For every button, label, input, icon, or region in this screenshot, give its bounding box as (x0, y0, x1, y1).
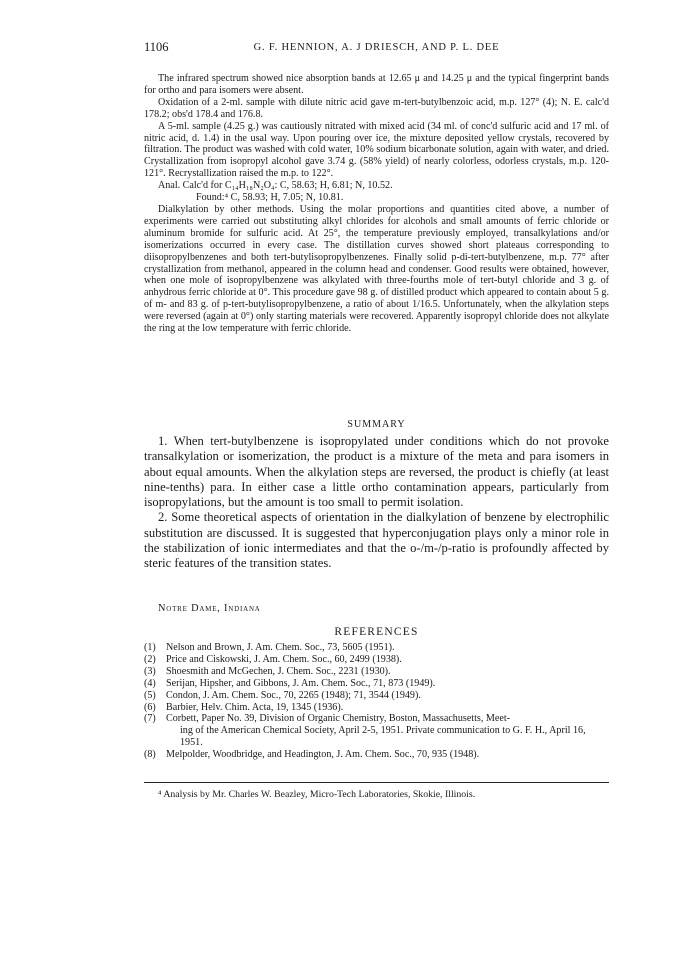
running-head (144, 40, 609, 56)
summary-item: 2. Some theoretical aspects of orientation in the dialkylation of benzene by electrophilic substitution are discussed. It is suggested that hyperconjugation plays only a minor role in the stabilization of ionic intermediates and that the o-/m-/p-ratio is profoundly affected by steric features of the transition states. (144, 510, 609, 571)
reference-number: (6) (144, 701, 156, 713)
reference-text: Nelson and Brown, J. Am. Chem. Soc., 73, 5605 (1951). (166, 642, 395, 653)
footnote: ⁴ Analysis by Mr. Charles W. Beazley, Micro-Tech Laboratories, Skokie, Illinois. (158, 789, 476, 800)
reference-text: Corbett, Paper No. 39, Division of Organic Chemistry, Boston, Massachusetts, Meet- (166, 713, 510, 725)
footnote-rule (144, 782, 609, 783)
reference-item (144, 654, 609, 666)
reference-text-continued: ing of the American Chemical Society, April 2-5, 1951. Private communication to G. F. H., April 16, 1951. (180, 725, 586, 749)
reference-list (144, 642, 609, 761)
reference-text: Shoesmith and McGechen, J. Chem. Soc., 2231 (1930). (166, 665, 391, 677)
reference-text: Serijan, Hipsher, and Gibbons, J. Am. Chem. Soc., 71, 873 (1949). (166, 677, 436, 689)
reference-text: Barbier, Helv. Chim. Acta, 19, 1345 (1936). (166, 701, 344, 713)
reference-number: (8) (144, 749, 156, 761)
summary-body (144, 434, 609, 572)
reference-text: Price and Ciskowski, J. Am. Chem. Soc., 60, 2499 (1938). (166, 653, 402, 665)
reference-number: (5) (144, 689, 156, 701)
reference-item (144, 749, 609, 761)
page-number: 1106 (144, 40, 169, 54)
reference-item (144, 642, 609, 654)
reference-text: Melpolder, Woodbridge, and Headington, J. Am. Chem. Soc., 70, 935 (1948). (166, 749, 480, 761)
reference-item (144, 690, 609, 702)
experimental-text (144, 73, 609, 335)
reference-number: (7) (144, 713, 156, 725)
body-paragraph: The infrared spectrum showed nice absorption bands at 12.65 μ and 14.25 μ and the typical fingerprint bands for ortho and para isomers were absent. (144, 73, 609, 96)
reference-number: (4) (144, 677, 156, 689)
reference-number: (3) (144, 665, 156, 677)
reference-text: Condon, J. Am. Chem. Soc., 70, 2265 (1948); 71, 3544 (1949). (166, 689, 421, 701)
reference-item (144, 702, 609, 714)
reference-number: (1) (144, 642, 156, 653)
summary-item: 1. When tert-butylbenzene is isopropylated under conditions which do not provoke transalkylation or isomerization, the product is a mixture of the meta and para isomers in about equal amounts. When the alkylation steps are reversed, the product is chiefly (at least nine-tenths) para. In either case a little ortho contamination appears, particularly from isopropylations, but the amount is too small to permit isolation. (144, 434, 609, 510)
running-head-authors: G. F. HENNION, A. J DRIESCH, AND P. L. DEE (253, 42, 500, 53)
body-paragraph: A 5-ml. sample (4.25 g.) was cautiously nitrated with mixed acid (34 ml. of conc'd sulfuric acid and 17 ml. of nitric acid, d. 1.4) in the usal way. Upon pouring over ice, the mixture deposited yellow crystals, recovered by filtration. The product was washed with cold water, 10% sodium bicarbonate solution, again with water, and dried. Crystallization from isopropyl alcohol gave 3.74 g. (58% yield) of nearly colorless, odorless crystals, m.p. 120-121°. Recrystallization raised the m.p. to 122°. (144, 120, 609, 180)
institution-place: Notre Dame, Indiana (158, 603, 261, 614)
analysis-found: Found:⁴ C, 58.93; H, 7.05; N, 10.81. (196, 192, 344, 204)
reference-item (144, 713, 609, 749)
dialkylation-paragraph: Dialkylation by other methods. Using the molar proportions and quantities cited above, a number of experiments were carried out substituting alkyl chlorides for alcohols and small amounts of ferric chloride or aluminum bromide for sulfuric acid. At 25°, the temperature previously employed, transalkylations and/or isomerizations occurred in every case. The distillation curves showed short plateaus corresponding to diisopropylbenzenes and both tert-butylisopropylbenzenes. Finally solid p-di-tert-butylbenzene, m.p. 77° after crystallization from methanol, appeared in the column head and condenser. Good results were obtained, however, when one mole of isopropylbenzene was alkylated with three-fourths mole of tert-butyl chloride and 3 g. of anhydrous ferric chloride at 0°. This procedure gave 98 g. of distilled product which appeared to contain about 5 g. of m- and 83 g. of p-tert-butylisopropylbenzene, a ratio of about 1/16.5. Unfortunately, when the alkylation steps were reversed (again at 0°) only starting materials were recovered. Apparently isopropyl chloride does not alkylate the ring at the low temperature with ferric chloride. (144, 203, 609, 335)
reference-item (144, 666, 609, 678)
references-heading: REFERENCES (334, 626, 419, 638)
summary-heading: SUMMARY (347, 419, 406, 430)
analysis-calcd: Anal. Calc'd for C₁₄H₁₈N₂O₄: C, 58.63; H, 6.81; N, 10.52. (158, 180, 393, 192)
reference-item (144, 678, 609, 690)
body-paragraph: Oxidation of a 2-ml. sample with dilute nitric acid gave m-tert-butylbenzoic acid, m.p. 127° (4); N. E. calc'd 178.2; obs'd 178.4 and 176.8. (144, 96, 609, 120)
reference-number: (2) (144, 653, 156, 665)
